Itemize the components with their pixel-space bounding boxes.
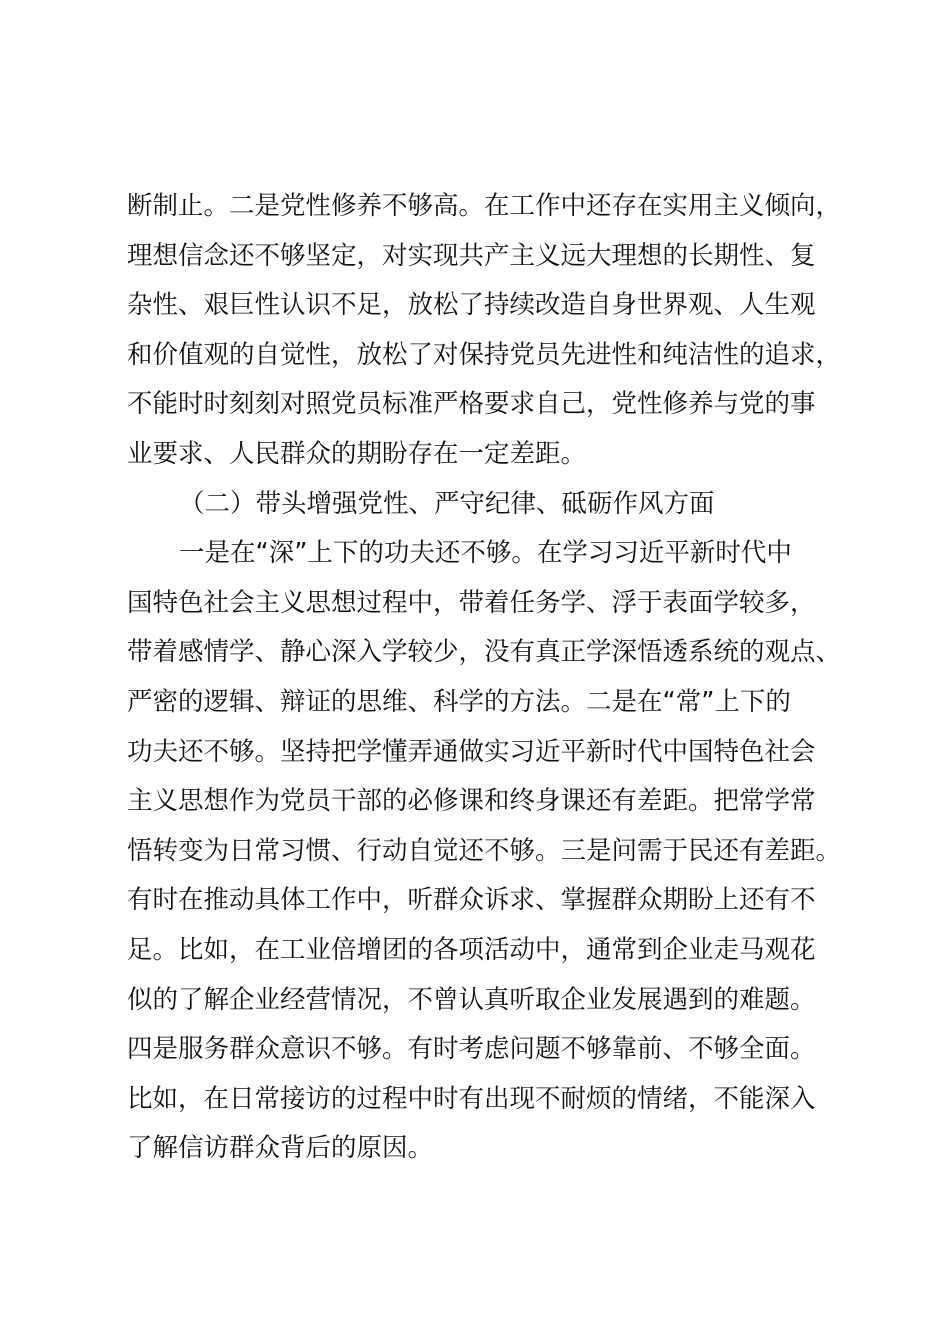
text-line: 功夫还不够。坚持把学懂弄通做实习近平新时代中国特色社会 bbox=[127, 736, 816, 767]
text-line: 和价值观的自觉性，放松了对保持党员先进性和纯洁性的追求， bbox=[127, 339, 842, 370]
text-line: 不能时时刻刻对照党员标准严格要求自己，党性修养与党的事 bbox=[127, 389, 816, 420]
text-line: 国特色社会主义思想过程中，带着任务学、浮于表面学较多， bbox=[127, 587, 816, 618]
text-line: 理想信念还不够坚定，对实现共产主义远大理想的长期性、复 bbox=[127, 240, 816, 271]
text-line: 足。比如，在工业倍增团的各项活动中，通常到企业走马观花 bbox=[127, 934, 816, 965]
text-line: 主义思想作为党员干部的必修课和终身课还有差距。把常学常 bbox=[127, 786, 816, 817]
text-line: 四是服务群众意识不够。有时考虑问题不够靠前、不够全面。 bbox=[127, 1034, 816, 1065]
text-line: 了解信访群众背后的原因。 bbox=[127, 1133, 434, 1164]
section-heading: （二）带头增强党性、严守纪律、砥砺作风方面 bbox=[179, 488, 715, 519]
text-line: 带着感情学、静心深入学较少，没有真正学深悟透系统的观点、 bbox=[127, 637, 842, 668]
body-text bbox=[127, 182, 847, 1174]
text-line: 似的了解企业经营情况，不曾认真听取企业发展遇到的难题。 bbox=[127, 984, 816, 1015]
text-line: 断制止。二是党性修养不够高。在工作中还存在实用主义倾向， bbox=[127, 191, 842, 221]
text-line: 业要求、人民群众的期盼存在一定差距。 bbox=[127, 438, 587, 469]
text-line: 比如，在日常接访的过程中时有出现不耐烦的情绪，不能深入 bbox=[127, 1083, 816, 1114]
text-line: 杂性、艰巨性认识不足，放松了持续改造自身世界观、人生观 bbox=[127, 290, 816, 321]
text-line: 有时在推动具体工作中，听群众诉求、掌握群众期盼上还有不 bbox=[127, 885, 816, 916]
text-line: 悟转变为日常习惯、行动自觉还不够。三是问需于民还有差距。 bbox=[127, 835, 842, 866]
paragraph-start-line: 一是在“深”上下的功夫还不够。在学习习近平新时代中 bbox=[179, 538, 792, 569]
text-line: 严密的逻辑、辩证的思维、科学的方法。二是在“常”上下的 bbox=[127, 686, 791, 717]
